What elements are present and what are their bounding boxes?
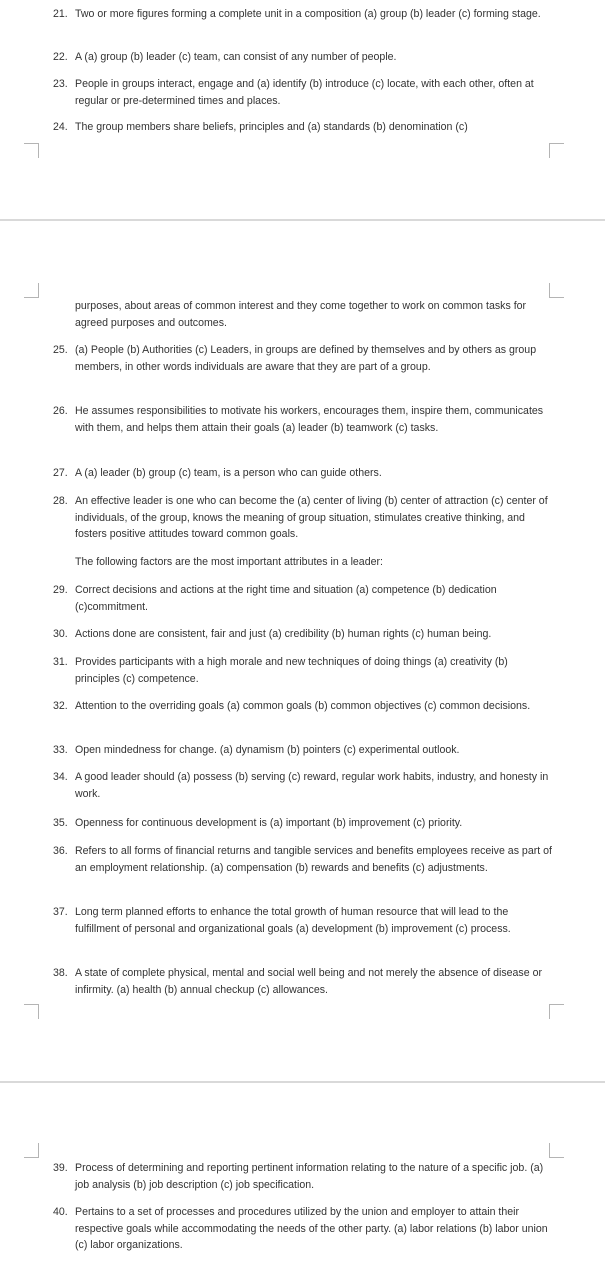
question-23 <box>53 76 553 109</box>
page-3 <box>0 1083 605 1280</box>
question-32 <box>53 698 553 715</box>
question-27 <box>53 465 553 482</box>
question-text: Open mindedness for change. (a) dynamism (b) pointers (c) experimental outlook. <box>75 744 460 756</box>
question-text: Openness for continuous development is (a) important (b) improvement (c) priority. <box>75 817 463 829</box>
question-31 <box>53 654 553 687</box>
question-text: A state of complete physical, mental and social well being and not merely the absence of disease or infirmity. (a) health (b) annual checkup (c) allowances. <box>75 967 542 996</box>
question-number: 24. <box>53 121 68 133</box>
question-text: Provides participants with a high morale and new techniques of doing things (a) creativity (b) principles (c) competence. <box>75 656 508 685</box>
question-number: 30. <box>53 628 68 640</box>
question-text: Two or more figures forming a complete unit in a composition (a) group (b) leader (c) forming stage. <box>75 8 541 20</box>
question-number: 34. <box>53 771 68 783</box>
question-37 <box>53 904 553 937</box>
question-text: Attention to the overriding goals (a) common goals (b) common objectives (c) common decisions. <box>75 700 531 712</box>
question-29 <box>53 582 553 615</box>
question-text: (a) People (b) Authorities (c) Leaders, in groups are defined by themselves and by others as group members, in other words individuals are aware that they are part of a group. <box>75 344 537 373</box>
question-number: 21. <box>53 8 68 20</box>
crop-mark <box>24 283 39 298</box>
question-number: 35. <box>53 817 68 829</box>
question-24 <box>53 119 553 136</box>
question-21 <box>53 6 553 23</box>
question-36 <box>53 843 553 876</box>
question-number: 36. <box>53 845 68 857</box>
question-text: An effective leader is one who can become the (a) center of living (b) center of attraction (c) center of individuals, of the group, knows the meaning of group situation, stimulates creative thinking, and fosters positive attitudes toward common goals. <box>75 495 548 540</box>
page-2 <box>0 221 605 1081</box>
question-34 <box>53 769 553 802</box>
question-number: 33. <box>53 744 68 756</box>
question-30 <box>53 626 553 643</box>
question-22 <box>53 49 553 66</box>
question-25 <box>53 342 553 375</box>
crop-mark <box>24 1143 39 1158</box>
question-number: 37. <box>53 906 68 918</box>
question-number: 29. <box>53 584 68 596</box>
question-number: 22. <box>53 51 68 63</box>
question-text: Pertains to a set of processes and procedures utilized by the union and employer to attain their respective goals while accommodating the needs of the other party. (a) labor relations (b) labor union (c) labor organizations. <box>75 1206 548 1251</box>
crop-mark <box>549 143 564 158</box>
page-1 <box>0 0 605 219</box>
question-text: A (a) leader (b) group (c) team, is a person who can guide others. <box>75 467 382 479</box>
question-number: 27. <box>53 467 68 479</box>
question-text: Process of determining and reporting pertinent information relating to the nature of a specific job. (a) job analysis (b) job description (c) job specification. <box>75 1162 544 1191</box>
question-number: 38. <box>53 967 68 979</box>
question-number: 31. <box>53 656 68 668</box>
question-number: 28. <box>53 495 68 507</box>
crop-mark <box>549 1143 564 1158</box>
question-text: Actions done are consistent, fair and just (a) credibility (b) human rights (c) human being. <box>75 628 492 640</box>
question-35 <box>53 815 553 832</box>
question-number: 23. <box>53 78 68 90</box>
question-40 <box>53 1204 553 1254</box>
crop-mark <box>24 1004 39 1019</box>
crop-mark <box>549 1004 564 1019</box>
question-text: purposes, about areas of common interest and they come together to work on common tasks for agreed purposes and outcomes. <box>75 300 527 329</box>
question-text: Refers to all forms of financial returns and tangible services and benefits employees receive as part of an employment relationship. (a) compensation (b) rewards and benefits (c) adjustments. <box>75 845 552 874</box>
question-text: People in groups interact, engage and (a) identify (b) introduce (c) locate, with each other, often at regular or pre-determined times and places. <box>75 78 534 107</box>
question-number: 26. <box>53 405 68 417</box>
question-28 <box>53 493 553 543</box>
question-text: A (a) group (b) leader (c) team, can consist of any number of people. <box>75 51 397 63</box>
crop-mark <box>24 143 39 158</box>
question-text: The group members share beliefs, principles and (a) standards (b) denomination (c) <box>75 121 468 133</box>
question-38 <box>53 965 553 998</box>
question-33 <box>53 742 553 759</box>
question-number: 40. <box>53 1206 68 1218</box>
crop-mark <box>549 283 564 298</box>
question-text: He assumes responsibilities to motivate his workers, encourages them, inspire them, communicates with them, and helps them attain their goals (a) leader (b) teamwork (c) tasks. <box>75 405 544 434</box>
question-39 <box>53 1160 553 1193</box>
question-26 <box>53 403 553 436</box>
question-number: 32. <box>53 700 68 712</box>
intro-text: The following factors are the most important attributes in a leader: <box>75 556 383 568</box>
attributes-intro <box>53 554 553 571</box>
question-text: Long term planned efforts to enhance the total growth of human resource that will lead to the fulfillment of personal and organizational goals (a) development (b) improvement (c) process. <box>75 906 511 935</box>
question-number: 25. <box>53 344 68 356</box>
question-24-continued <box>53 298 553 331</box>
question-text: A good leader should (a) possess (b) serving (c) reward, regular work habits, industry, and honesty in work. <box>75 771 549 800</box>
question-text: Correct decisions and actions at the right time and situation (a) competence (b) dedication (c)commitment. <box>75 584 497 613</box>
question-number: 39. <box>53 1162 68 1174</box>
